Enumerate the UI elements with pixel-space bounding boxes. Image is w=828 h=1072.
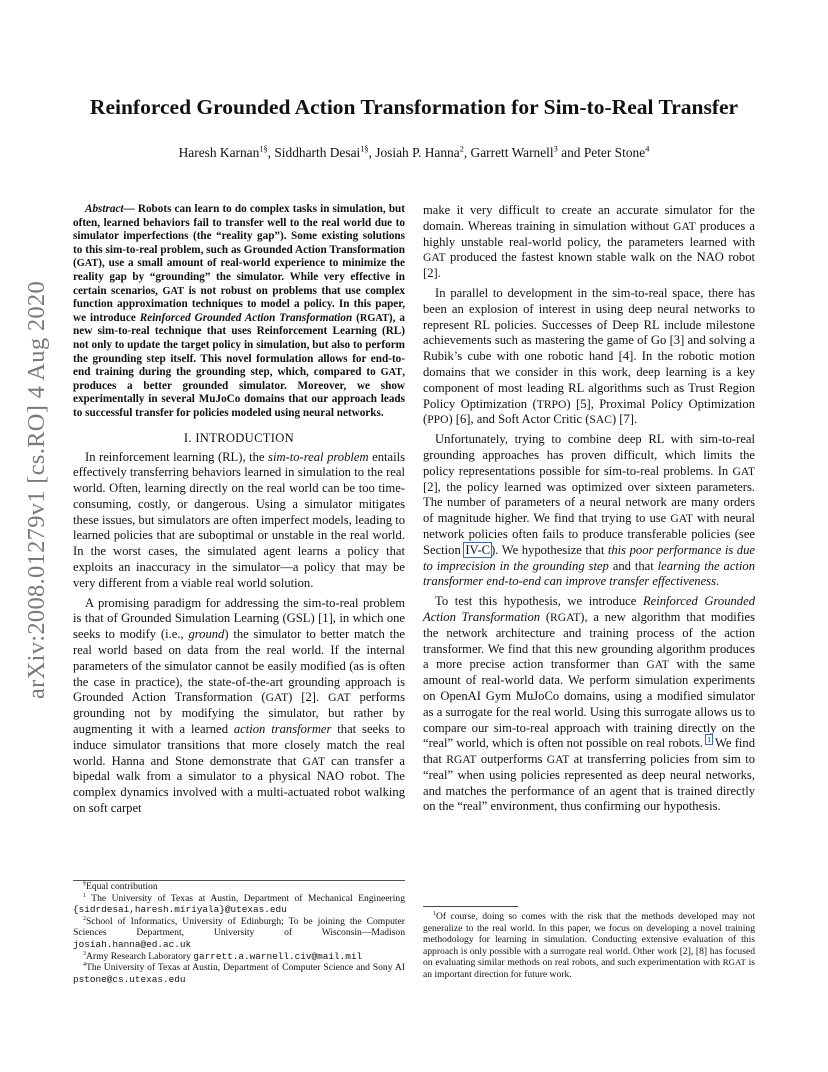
author-name: Josiah P. Hanna	[375, 145, 460, 160]
author-affiliation-mark: 1§	[259, 144, 268, 154]
abstract-label: Abstract—	[85, 203, 135, 215]
paper-title: Reinforced Grounded Action Transformation for Sim-to-Real Transfer	[89, 95, 739, 119]
paragraph: To test this hypothesis, we introduce Reinforced Grounded Action Transformation (RGAT), a new algorithm that modifies the network architecture and training process of the action transformer. We find that this new grounding algorithm produces a more precise action transformer than GAT with the same amount of real-world data. We perform simulation experiments on OpenAI Gym MuJoCo domains, using a modified simulator as a surrogate for the real world. Using this surrogate allows us to compare our sim-to-real approach with training directly on the “real” world, which is often not possible on real robots. $^1$ We find that RGAT outperforms GAT at transferring policies from sim to “real” when using policies represented as deep neural networks, and matches the performance of an agent that is trained directly on the “real” environment, thus confirming our hypothesis.	[423, 594, 755, 814]
footnote: $^1$Of course, doing so comes with the risk that the methods developed may not generalize to the real world. In this paper, we focus on developing a novel training methodology for learning in simulation. Conducting extensive evaluation of this approach is only possible with a surrogate real world. Other work [2], [8] has focused on evaluating similar methods on real robots, and such experimentation with RGAT is an important direction for future work.	[423, 910, 755, 980]
acronym: PPO	[427, 413, 449, 427]
acronym: RGAT	[446, 753, 477, 767]
footnote-reference-link[interactable]: 1	[707, 735, 712, 745]
left-column	[73, 203, 405, 821]
left-footnotes	[73, 880, 405, 985]
arxiv-sidebar	[22, 280, 52, 700]
paragraph: A promising paradigm for addressing the sim-to-real problem is that of Grounded Simulation Learning (GSL) [1], in which one seeks to modify (i.e., ground) the simulator to better match the real world based on data from the real world. If the internal parameters of the simulator cannot be easily modified (as is often the case in practice), the state-of-the-art grounding approach is Grounded Action Transformation (GAT) [2]. GAT performs grounding not by modifying the simulator, but rather by augmenting it with a learned action transformer that seeks to induce simulator transitions that more closely match the real world. Hanna and Stone demonstrate that GAT can transfer a bipedal walk from a simulator to a physical NAO robot. The complex dynamics involved with a multi-actuated robot walking on soft carpet	[73, 595, 405, 816]
author-name: Haresh Karnan	[178, 145, 260, 160]
footnote: $^2$School of Informatics, University of Edinburgh; To be joining the Computer Sciences Department, University of Wisconsin—Madison josiah.hanna@ed.ac.uk	[73, 915, 405, 950]
arxiv-identifier: arXiv:2008.01279v1 [cs.RO] 4 Aug 2020	[23, 280, 50, 700]
abstract: Abstract— Robots can learn to do complex tasks in simulation, but often, learned behaviors fail to transfer well to the real world due to simulator imperfections (the “reality gap”). Some existing solutions to this sim-to-real problem, such as Grounded Action Transformation (GAT), use a small amount of real-world experience to minimize the reality gap by “grounding” the simulator. While very effective in certain scenarios, GAT is not robust on problems that use complex function approximation techniques to model a policy. In this paper, we introduce Reinforced Grounded Action Transformation (RGAT), a new sim-to-real technique that uses Reinforcement Learning (RL) not only to update the target policy in simulation, but also to perform the grounding step itself. This novel formulation allows for end-to-end training during the grounding step, which, compared to GAT, produces a better grounded simulator. Moreover, we show experimentally in several MuJoCo domains that our approach leads to successful transfer for policies modeled using neural networks.	[73, 203, 405, 419]
author-affiliation-mark: 3	[553, 144, 558, 154]
footnote: $^3$Army Research Laboratory garrett.a.warnell.civ@mail.mil	[83, 950, 363, 962]
author-affiliation-mark: 4	[645, 144, 650, 154]
acronym: GAT	[265, 691, 289, 705]
author-separator: ,	[368, 145, 376, 160]
author-separator: ,	[267, 145, 275, 160]
footnote: §Equal contribution	[83, 880, 158, 892]
acronym: RGAT	[722, 957, 746, 968]
author-name: Peter Stone	[583, 145, 646, 160]
author-list	[0, 145, 828, 161]
acronym: GAT	[423, 251, 446, 265]
acronym: GAT	[162, 285, 185, 297]
acronym: GAT	[732, 464, 755, 478]
email-address: pstone@cs.utexas.edu	[73, 973, 186, 985]
email-address: josiah.hanna@ed.ac.uk	[73, 938, 192, 950]
author-affiliation-mark: 1§	[360, 144, 369, 154]
paragraph: In reinforcement learning (RL), the sim-to-real problem entails effectively transferring behaviors learned in simulation to the real world. Often, learning directly on the real world can be too time-consuming, costly, or dangerous. Using a simulator mitigates these issues, but simulators are often imperfect models, leading to learned policies that are suboptimal or unstable in the real world. In the worst cases, the simulated agent learns a policy that exploits an inaccuracy in the simulator—a policy that may be very different from a viable real world solution.	[73, 449, 405, 590]
email-address: {sidrdesai,haresh.miriyala}@utexas.edu	[73, 904, 287, 916]
author-affiliation-mark: 2	[459, 144, 464, 154]
email-address: garrett.a.warnell.civ@mail.mil	[193, 950, 363, 962]
acronym: GAT	[76, 258, 99, 270]
acronym: GAT	[670, 512, 693, 526]
acronym: TRPO	[536, 397, 567, 411]
acronym: GAT	[646, 658, 669, 672]
author-name: Garrett Warnell	[470, 145, 554, 160]
acronym: GAT	[546, 753, 570, 767]
author-separator: ,	[463, 145, 471, 160]
acronym: RGAT	[359, 312, 389, 324]
paragraph: Unfortunately, trying to combine deep RL with sim-to-real grounding approaches has proven difficult, which limits the policy representations possible for sim-to-real problems. In GAT [2], the policy learned was optimized over sixteen parameters. The number of parameters of a neural network are many orders of magnitude higher. We find that trying to use GAT with neural network policies often fails to produce transferable policies (see Section IV-C). We hypothesize that this poor performance is due to imprecision in the grounding step and that learning the action transformer end-to-end can improve transfer effectiveness.	[423, 432, 756, 589]
acronym: SAC	[589, 413, 612, 427]
paragraph: make it very difficult to create an accurate simulator for the domain. Whereas training in simulation without GAT produces a highly unstable real-world policy, the parameters learned with GAT produced the fastest known stable walk on the NAO robot [2].	[423, 203, 755, 281]
author-separator: and	[557, 145, 584, 160]
acronym: GAT	[302, 754, 326, 768]
acronym: GAT	[380, 367, 403, 379]
footnote: $^1$ The University of Texas at Austin, Department of Mechanical Engineering {sidrdesai,haresh.miriyala}@utexas.edu	[73, 892, 405, 916]
author-name: Siddharth Desai	[274, 145, 361, 160]
right-column	[423, 203, 755, 819]
section-heading: I. INTRODUCTION	[183, 430, 295, 445]
footnote: $^4$The University of Texas at Austin, Department of Computer Science and Sony AI pstone@cs.utexas.edu	[73, 961, 405, 985]
acronym: GAT	[673, 219, 696, 233]
paragraph: In parallel to development in the sim-to-real space, there has been an explosion of interest in using deep neural networks to represent RL policies. Successes of Deep RL include milestone achievements such as mastering the game of Go [3] and solving a Rubik’s cube with one robotic hand [4]. In the robotic motion domains that we consider in this work, deep learning is a key component of most leading RL algorithms such as Trust Region Policy Optimization (TRPO) [5], Proximal Policy Optimization (PPO) [6], and Soft Actor Critic (SAC) [7].	[423, 285, 756, 427]
right-footnotes	[423, 906, 755, 981]
section-reference-link[interactable]: IV-C	[465, 542, 491, 557]
acronym: RGAT	[550, 610, 581, 624]
acronym: GAT	[328, 691, 351, 705]
